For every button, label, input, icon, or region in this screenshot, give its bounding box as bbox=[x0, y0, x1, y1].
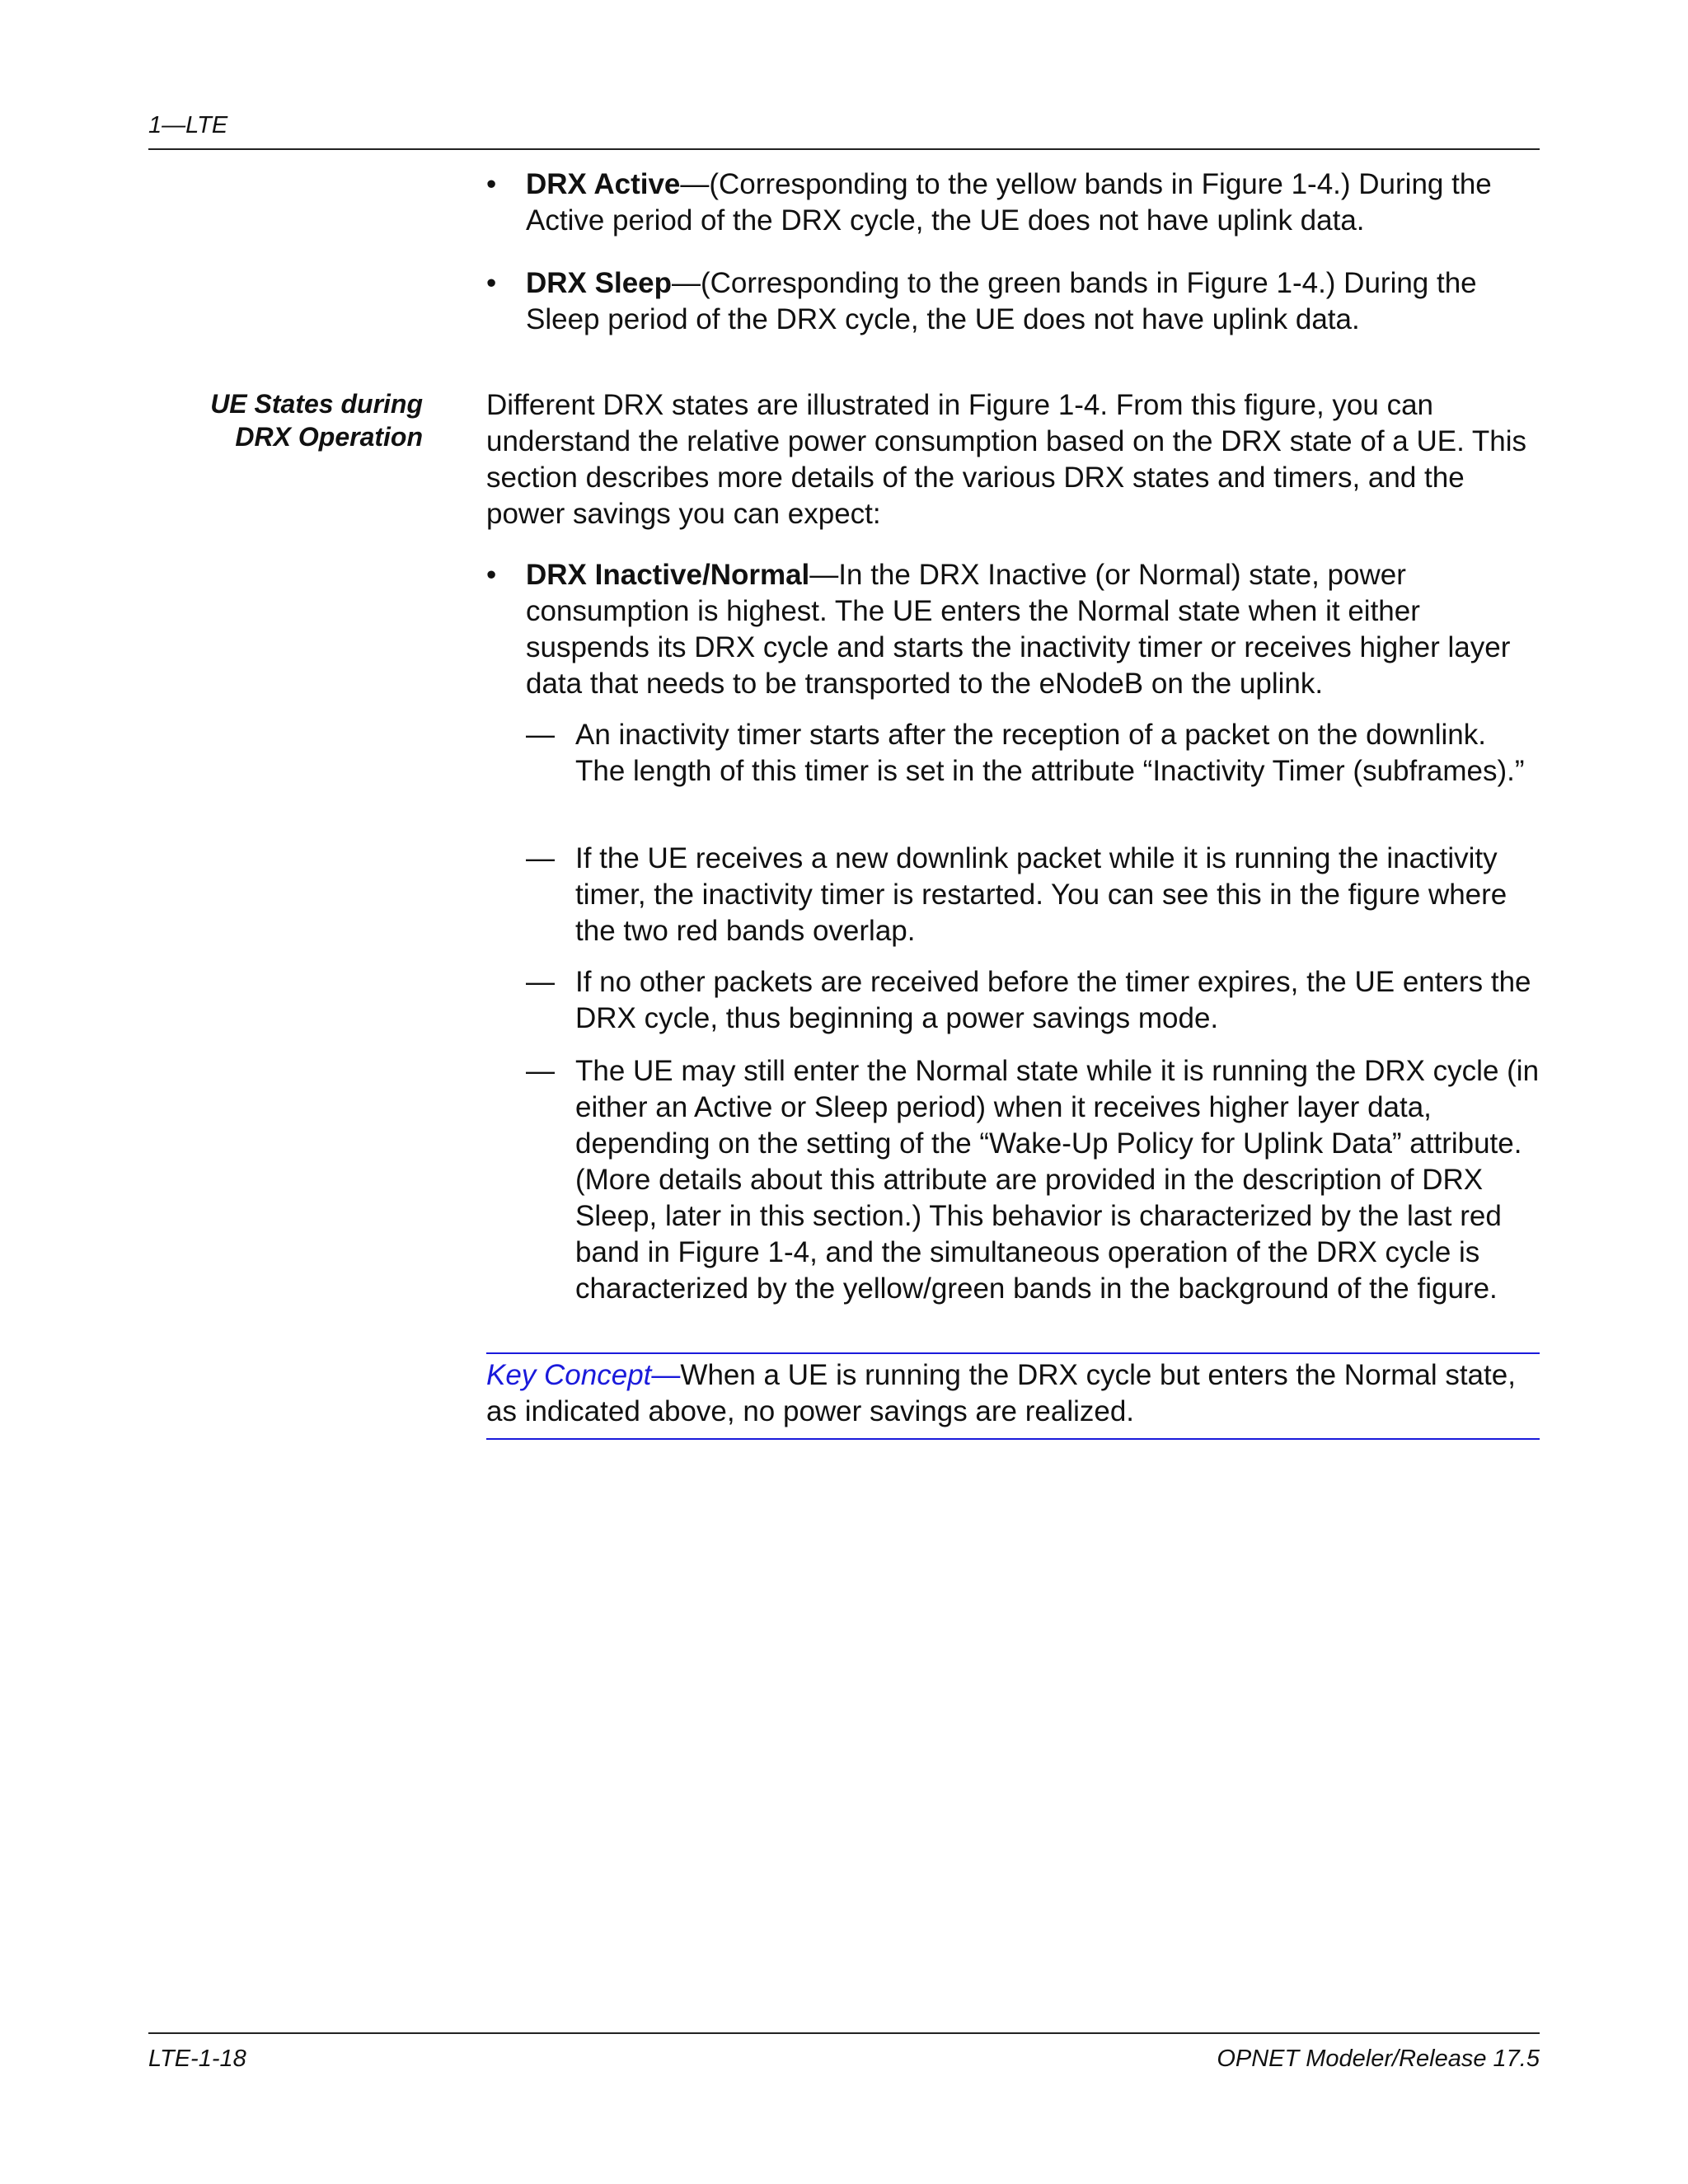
key-concept-dash: — bbox=[651, 1359, 681, 1391]
dash-item-text: The UE may still enter the Normal state while it is running the DRX cycle (in either an Active or Sleep period) when it receives higher layer data, depending on the setting of the “Wake-Up Policy for Uplink Data” attribute. (More details about this attribute are provided in the description of DRX Sleep, later in this section.) This behavior is characterized by the last red band in Figure 1-4, and the simultaneous operation of the DRX cycle is characterized by the yellow/green bands in the background of the figure. bbox=[575, 1055, 1540, 1305]
key-concept-text: When a UE is running the DRX cycle but enters the Normal state, as indicated above, no power savings are realized. bbox=[486, 1359, 1516, 1427]
page-header bbox=[148, 112, 1540, 150]
side-heading bbox=[210, 387, 423, 453]
bullet-text: —(Corresponding to the yellow bands in Figure 1-4.) During the Active period of the DRX cycle, the UE does not have uplink data. bbox=[526, 168, 1492, 237]
dash-marker: — bbox=[526, 842, 555, 874]
dash-marker: — bbox=[526, 1055, 555, 1087]
side-heading-line-2: DRX Operation bbox=[235, 422, 423, 452]
dash-marker: — bbox=[526, 719, 555, 751]
bullet-text: —In the DRX Inactive (or Normal) state, power consumption is highest. The UE enters the Normal state when it either suspends its DRX cycle and starts the inactivity timer or receives higher layer data that needs to be transported to the eNodeB on the uplink. bbox=[526, 559, 1511, 700]
bullet-content bbox=[526, 557, 1541, 702]
dash-item-text: If no other packets are received before the timer expires, the UE enters the DRX cycle, thus beginning a power savings mode. bbox=[575, 966, 1531, 1034]
bullet-text: —(Corresponding to the green bands in Figure 1-4.) During the Sleep period of the DRX cycle, the UE does not have uplink data. bbox=[526, 267, 1477, 335]
bullet-drx-inactive-normal bbox=[486, 557, 1541, 702]
dash-item-text: An inactivity timer starts after the reception of a packet on the downlink. The length of this timer is set in the attribute “Inactivity Timer (subframes).” bbox=[575, 719, 1525, 787]
bullet-term: DRX Active bbox=[526, 168, 681, 200]
bullet-marker: • bbox=[486, 168, 497, 200]
side-heading-line-1: UE States during bbox=[210, 389, 423, 419]
bullet-content bbox=[526, 265, 1541, 338]
page-footer bbox=[148, 2032, 1540, 2074]
bullet-marker: • bbox=[486, 559, 497, 591]
product-release: OPNET Modeler/Release 17.5 bbox=[1217, 2046, 1540, 2072]
section-header-label: 1—LTE bbox=[148, 112, 228, 138]
bullet-drx-active bbox=[486, 166, 1541, 239]
key-concept-callout bbox=[486, 1352, 1540, 1440]
bullet-content bbox=[526, 166, 1541, 239]
bullet-marker: • bbox=[486, 267, 497, 299]
bullet-term: DRX Sleep bbox=[526, 267, 672, 299]
dash-item-text: If the UE receives a new downlink packet while it is running the inactivity timer, the inactivity timer is restarted. You can see this in the figure where the two red bands overlap. bbox=[575, 842, 1507, 947]
key-concept-label: Key Concept bbox=[486, 1359, 652, 1391]
bullet-drx-sleep bbox=[486, 265, 1541, 338]
intro-paragraph: Different DRX states are illustrated in Figure 1-4. From this figure, you can understand the relative power consumption based on the DRX state of a UE. This section describes more details of the various DRX states and timers, and the power savings you can expect: bbox=[486, 389, 1527, 530]
bullet-term: DRX Inactive/Normal bbox=[526, 559, 810, 591]
dash-marker: — bbox=[526, 966, 555, 998]
page-number: LTE-1-18 bbox=[148, 2046, 246, 2072]
